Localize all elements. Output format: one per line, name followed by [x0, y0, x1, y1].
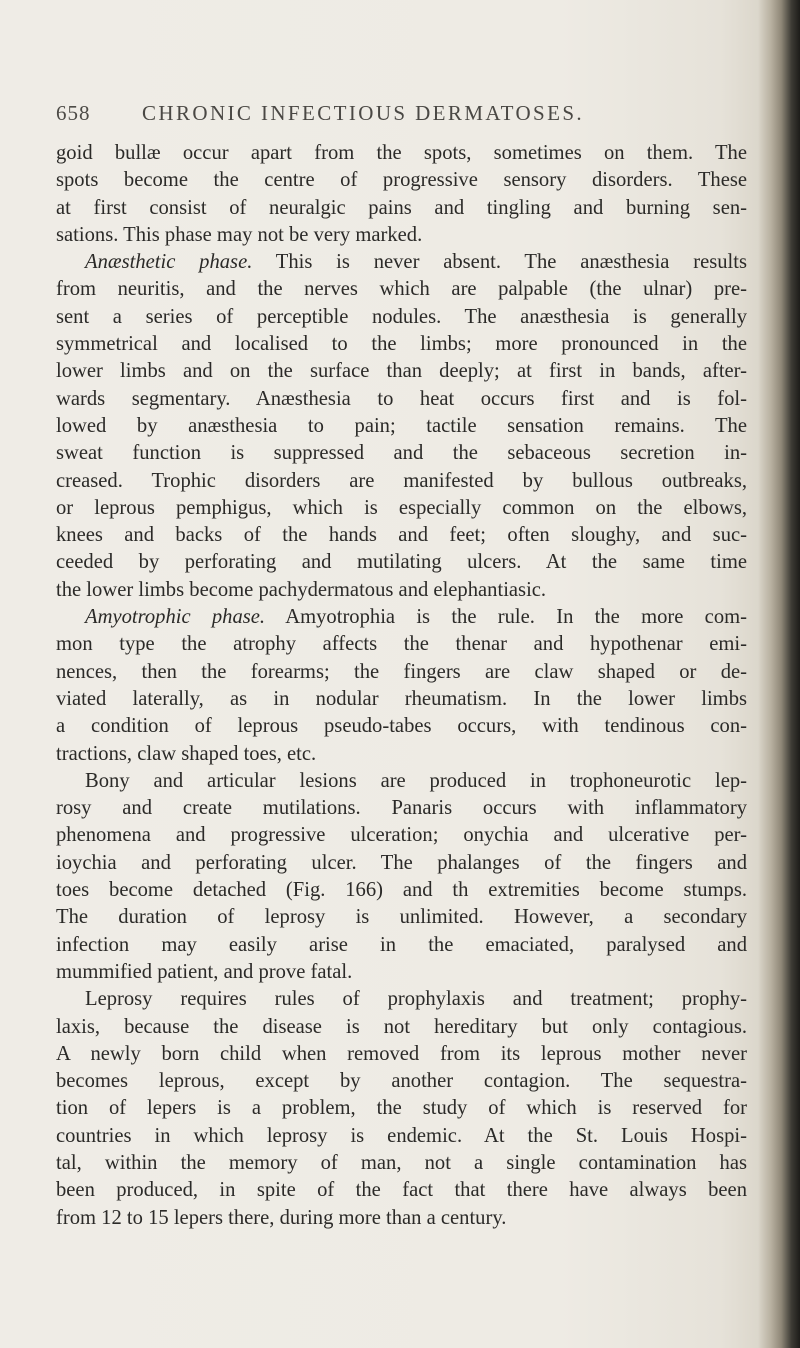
text-line: The duration of leprosy is unlimited. However, a secondary	[56, 906, 747, 929]
section-heading-line: Amyotrophic phase. Amyotrophia is the rule. In the more com-	[85, 606, 747, 629]
body-text	[56, 140, 747, 1232]
text-line: sent a series of perceptible nodules. The anæsthesia is generally	[56, 305, 747, 328]
text-line: rosy and create mutilations. Panaris occurs with inflammatory	[56, 797, 747, 820]
text-line: becomes leprous, except by another contagion. The sequestra-	[56, 1070, 747, 1093]
text-line: knees and backs of the hands and feet; often sloughy, and suc-	[56, 524, 747, 547]
text-line: lowed by anæsthesia to pain; tactile sensation remains. The	[56, 414, 747, 437]
section-heading-line: Anæsthetic phase. This is never absent. The anæsthesia results	[85, 251, 747, 274]
paragraph-start-line: Leprosy requires rules of prophylaxis and treatment; prophy-	[85, 988, 747, 1011]
text-line: tal, within the memory of man, not a single contamination has	[56, 1151, 747, 1174]
text-line: been produced, in spite of the fact that there have always been	[56, 1179, 747, 1202]
running-head	[56, 101, 756, 131]
text-line: ceeded by perforating and mutilating ulcers. At the same time	[56, 551, 747, 574]
text-line: mon type the atrophy affects the thenar and hypothenar emi-	[56, 633, 747, 656]
paragraph-start-line: Bony and articular lesions are produced in trophoneurotic lep-	[85, 769, 747, 792]
text-line: viated laterally, as in nodular rheumatism. In the lower limbs	[56, 687, 747, 710]
text-line: lower limbs and on the surface than deeply; at first in bands, after-	[56, 360, 747, 383]
paragraph-end-line: mummified patient, and prove fatal.	[56, 960, 353, 983]
text-line: nences, then the forearms; the fingers are claw shaped or de-	[56, 660, 747, 683]
text-line: or leprous pemphigus, which is especially common on the elbows,	[56, 496, 747, 519]
text-line: tion of lepers is a problem, the study of which is reserved for	[56, 1097, 747, 1120]
phase-heading-anaesthetic: Anæsthetic phase.	[85, 251, 253, 274]
phase-heading-amyotrophic: Amyotrophic phase.	[85, 606, 266, 629]
paragraph-end-line: sations. This phase may not be very marked.	[56, 223, 423, 246]
text-line: from neuritis, and the nerves which are palpable (the ulnar) pre-	[56, 278, 747, 301]
paragraph-end-line: the lower limbs become pachydermatous and elephantiasic.	[56, 578, 547, 601]
text-line: countries in which leprosy is endemic. At the St. Louis Hospi-	[56, 1124, 747, 1147]
text-line: infection may easily arise in the emaciated, paralysed and	[56, 933, 747, 956]
text-line: creased. Trophic disorders are manifested by bullous outbreaks,	[56, 469, 747, 492]
text-line: wards segmentary. Anæsthesia to heat occurs first and is fol-	[56, 387, 747, 410]
running-head-title: CHRONIC INFECTIOUS DERMATOSES.	[142, 101, 585, 125]
text-line: spots become the centre of progressive sensory disorders. These	[56, 169, 747, 192]
text-line: laxis, because the disease is not hereditary but only contagious.	[56, 1015, 747, 1038]
text-line: a condition of leprous pseudo-tabes occurs, with tendinous con-	[56, 715, 747, 738]
page-number: 658	[56, 101, 91, 125]
page-edge-shadow	[758, 0, 800, 1348]
text-line: symmetrical and localised to the limbs; more pronounced in the	[56, 333, 747, 356]
text-line: A newly born child when removed from its leprous mother never	[56, 1042, 747, 1065]
paragraph-end-line: from 12 to 15 lepers there, during more than a century.	[56, 1206, 507, 1229]
text-line: at first consist of neuralgic pains and tingling and burning sen-	[56, 196, 747, 219]
text-line: sweat function is suppressed and the sebaceous secretion in-	[56, 442, 747, 465]
text-line: phenomena and progressive ulceration; onychia and ulcerative per-	[56, 824, 747, 847]
text-line: goid bullæ occur apart from the spots, sometimes on them. The	[56, 142, 747, 164]
text-line: ioychia and perforating ulcer. The phalanges of the fingers and	[56, 851, 747, 874]
paragraph-end-line: tractions, claw shaped toes, etc.	[56, 742, 317, 765]
text-line: toes become detached (Fig. 166) and th extremities become stumps.	[56, 879, 747, 902]
